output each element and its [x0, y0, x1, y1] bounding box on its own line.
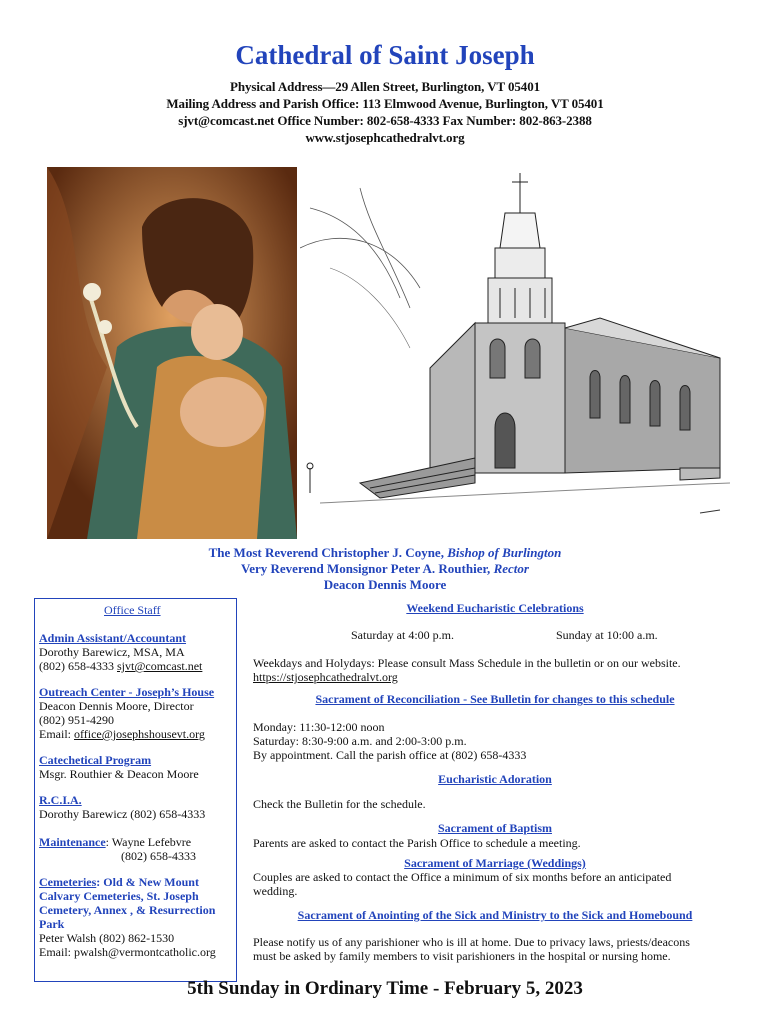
website-link[interactable]: https://stjosephcathedralvt.org — [253, 670, 398, 684]
rector-line: Very Reverend Monsignor Peter A. Routhier, Rector — [241, 561, 529, 576]
anointing-text-1: Please notify us of any parishioner who is ill at home. Due to privacy laws, priests/deacons — [253, 935, 690, 949]
outreach-email: Email: office@josephshousevt.org — [39, 727, 205, 741]
marriage-text-1: Couples are asked to contact the Office a minimum of six months before an anticipated — [253, 870, 672, 884]
marriage-heading: Sacrament of Marriage (Weddings) — [404, 856, 586, 870]
outreach-phone: (802) 951-4290 — [39, 713, 114, 727]
reconciliation-saturday: Saturday: 8:30-9:00 a.m. and 2:00-3:00 p.m. — [253, 734, 467, 748]
saturday-mass: Saturday at 4:00 p.m. — [351, 628, 454, 642]
admin-heading: Admin Assistant/Accountant — [39, 631, 187, 645]
cemeteries-email: Email: pwalsh@vermontcatholic.org — [39, 945, 216, 959]
cemeteries-line3: Cemetery, Annex , & Resurrection — [39, 903, 216, 917]
saint-joseph-image — [47, 167, 297, 539]
baptism-text: Parents are asked to contact the Parish Office to schedule a meeting. — [253, 836, 581, 850]
adoration-text: Check the Bulletin for the schedule. — [253, 797, 426, 811]
reconciliation-appointment: By appointment. Call the parish office at (802) 658-4333 — [253, 748, 527, 762]
admin-email-link[interactable]: sjvt@comcast.net — [117, 659, 203, 673]
anointing-heading: Sacrament of Anointing of the Sick and Ministry to the Sick and Homebound — [297, 908, 693, 922]
mailing-address: Mailing Address and Parish Office: 113 Elmwood Avenue, Burlington, VT 05401 — [166, 96, 604, 111]
anointing-text-2: must be asked by family members to visit parishioners in the hospital or nursing home. — [253, 949, 671, 963]
reconciliation-monday: Monday: 11:30-12:00 noon — [253, 720, 385, 734]
sunday-mass: Sunday at 10:00 a.m. — [556, 628, 658, 642]
contact-line: sjvt@comcast.net Office Number: 802-658-4333 Fax Number: 802-863-2388 — [178, 113, 592, 128]
physical-address: Physical Address—29 Allen Street, Burlington, VT 05401 — [229, 79, 540, 94]
cemeteries-line4: Park — [39, 917, 65, 931]
outreach-email-link[interactable]: office@josephshousevt.org — [74, 727, 205, 741]
reconciliation-heading: Sacrament of Reconciliation - See Bulletin for changes to this schedule — [315, 692, 675, 706]
weekdays-note: Weekdays and Holydays: Please consult Mass Schedule in the bulletin or on our website. — [253, 656, 681, 670]
catechetical-heading: Catechetical Program — [39, 753, 152, 767]
cemeteries-line: Cemeteries: Old & New Mount — [39, 875, 199, 889]
outreach-name: Deacon Dennis Moore, Director — [39, 699, 194, 713]
catechetical-names: Msgr. Routhier & Deacon Moore — [39, 767, 199, 781]
maintenance-phone: (802) 658-4333 — [121, 849, 196, 863]
admin-contact: (802) 658-4333 sjvt@comcast.net — [39, 659, 203, 673]
bishop-line: The Most Reverend Christopher J. Coyne, Bishop of Burlington — [208, 545, 562, 560]
cemeteries-heading: Cemeteries — [39, 875, 97, 889]
maintenance-line: Maintenance: Wayne Lefebvre — [39, 835, 192, 849]
bulletin-title: Cathedral of Saint Joseph — [235, 40, 535, 70]
maintenance-heading: Maintenance — [39, 835, 106, 849]
cathedral-drawing — [300, 168, 740, 538]
rcia-heading: R.C.I.A. — [39, 793, 82, 807]
deacon-line: Deacon Dennis Moore — [323, 577, 447, 592]
weekend-heading: Weekend Eucharistic Celebrations — [406, 601, 584, 615]
office-staff-heading: Office Staff — [104, 603, 161, 617]
outreach-heading: Outreach Center - Joseph’s House — [39, 685, 215, 699]
liturgical-date: 5th Sunday in Ordinary Time - February 5, 2023 — [187, 978, 583, 999]
cemeteries-line2: Calvary Cemeteries, St. Joseph — [39, 889, 199, 903]
marriage-text-2: wedding. — [253, 884, 298, 898]
website: www.stjosephcathedralvt.org — [305, 130, 465, 145]
cemeteries-contact: Peter Walsh (802) 862-1530 — [39, 931, 175, 945]
adoration-heading: Eucharistic Adoration — [438, 772, 552, 786]
rcia-contact: Dorothy Barewicz (802) 658-4333 — [39, 807, 206, 821]
baptism-heading: Sacrament of Baptism — [438, 821, 552, 835]
admin-name: Dorothy Barewicz, MSA, MA — [39, 645, 185, 659]
